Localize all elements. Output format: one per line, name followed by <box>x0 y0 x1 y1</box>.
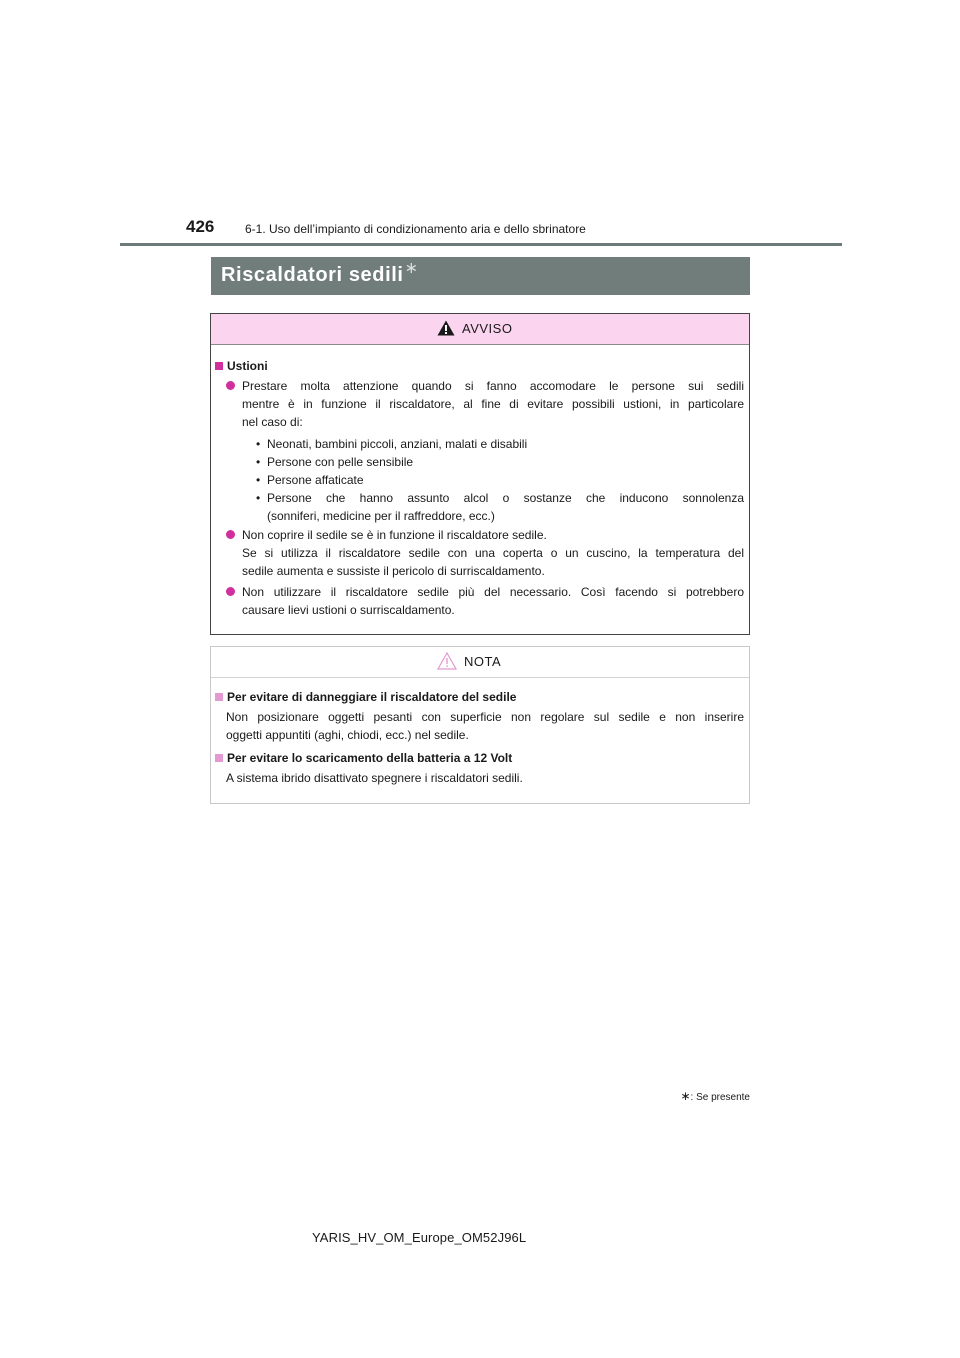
notice-text-1: Non posizionare oggetti pesanti con superficie non regolare sul sedile e non inserire oggetti appuntiti (aghi, chiodi, ecc.) nel sedile. <box>226 710 744 742</box>
warning-heading: Ustioni <box>215 359 268 373</box>
header-divider <box>120 243 842 246</box>
notice-text-2: A sistema ibrido disattivato spegnere i riscaldatori sedili. <box>226 771 523 785</box>
circle-bullet-icon <box>226 587 235 596</box>
warning-box <box>210 313 750 635</box>
circle-bullet-icon <box>226 381 235 390</box>
notice-header <box>211 647 749 678</box>
footnote: ∗: Se presente <box>680 1089 750 1103</box>
notice-heading-1: Per evitare di danneggiare il riscaldatore del sedile <box>215 690 516 704</box>
title-text: Riscaldatori sedili <box>221 264 404 286</box>
warning-item-3: Non utilizzare il riscaldatore sedile più del necessario. Così facendo si potrebbero causare lievi ustioni o surriscaldamento. <box>242 583 744 619</box>
section-title <box>211 257 750 295</box>
square-bullet-icon <box>215 362 223 370</box>
square-bullet-icon <box>215 754 223 762</box>
asterisk-icon: ∗ <box>680 1089 691 1103</box>
title-marker: ∗ <box>404 260 419 277</box>
warning-header <box>211 314 749 345</box>
section-header: 6-1. Uso dell’impianto di condizionamento aria e dello sbrinatore <box>245 222 586 236</box>
sublist-item: • Persone con pelle sensibile <box>256 455 414 469</box>
notice-heading-2: Per evitare lo scaricamento della batteria a 12 Volt <box>215 751 512 765</box>
square-bullet-icon <box>215 693 223 701</box>
notice-label: NOTA <box>464 654 502 669</box>
sublist-item: • Persone affaticate <box>256 473 364 487</box>
sublist-item: • Persone che hanno assunto alcol o sostanze che inducono sonnolenza (sonniferi, medicine per il raffreddore, ecc.) <box>256 491 744 523</box>
warning-triangle-icon <box>437 320 455 336</box>
notice-box <box>210 646 750 804</box>
warning-sublist <box>256 435 744 525</box>
warning-label: AVVISO <box>462 321 513 336</box>
caution-triangle-icon <box>437 652 457 670</box>
warning-item-1: Prestare molta attenzione quando si fanno accomodare le persone sui sedili mentre è in funzione il riscaldatore, al fine di evitare possibili ustioni, in particolare nel caso di: <box>242 377 744 431</box>
page-number: 426 <box>186 217 215 236</box>
circle-bullet-icon <box>226 530 235 539</box>
sublist-item: • Neonati, bambini piccoli, anziani, malati e disabili <box>256 437 528 451</box>
warning-item-2: Non coprire il sedile se è in funzione il riscaldatore sedile. Se si utilizza il riscaldatore sedile con una coperta o un cuscino, la temperatura del sedile aumenta e sussiste il pericolo di surriscaldamento. <box>242 526 744 580</box>
footer-document-code: YARIS_HV_OM_Europe_OM52J96L <box>312 1230 527 1245</box>
